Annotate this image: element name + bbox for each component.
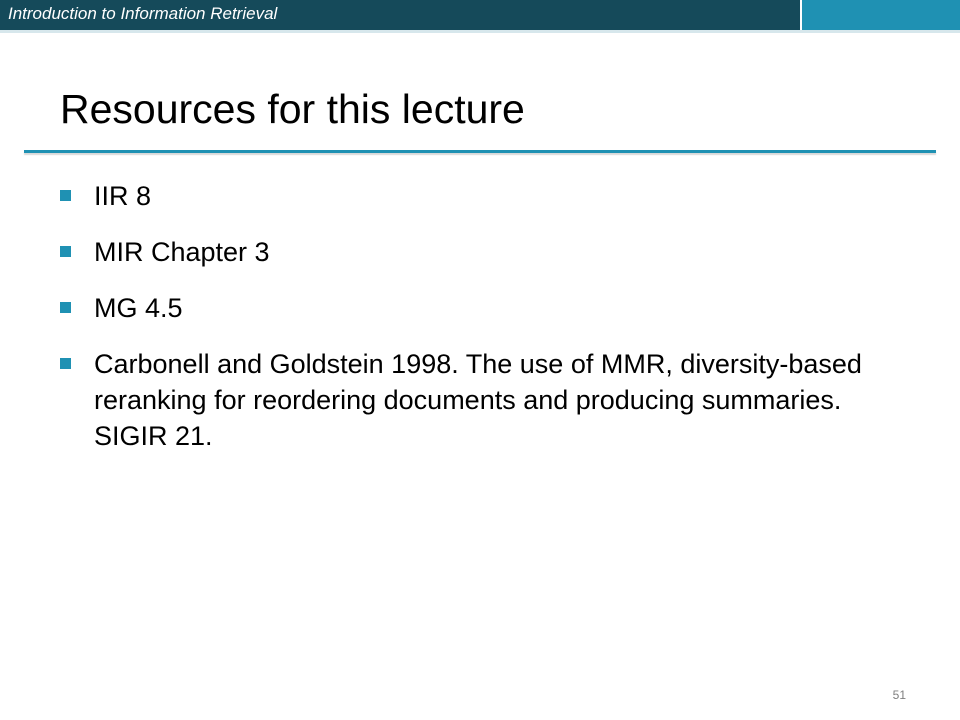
course-title: Introduction to Information Retrieval	[8, 4, 278, 23]
header-band	[0, 0, 960, 30]
page-number: 51	[892, 688, 906, 702]
title-underline	[24, 150, 936, 153]
bullet-list	[60, 178, 880, 474]
header-band-underline	[0, 30, 960, 33]
square-bullet-icon	[60, 302, 71, 313]
bullet-text: MG 4.5	[94, 293, 183, 323]
bullet-text: Carbonell and Goldstein 1998. The use of MMR, diversity-based reranking for reordering documents and producing summaries. SIGIR 21.	[94, 349, 862, 451]
bullet-text: MIR Chapter 3	[94, 237, 270, 267]
bullet-item	[60, 178, 880, 214]
square-bullet-icon	[60, 246, 71, 257]
square-bullet-icon	[60, 358, 71, 369]
header-band-accent	[802, 0, 960, 30]
bullet-item	[60, 290, 880, 326]
bullet-item	[60, 346, 880, 454]
bullet-item	[60, 234, 880, 270]
bullet-text: IIR 8	[94, 181, 152, 211]
square-bullet-icon	[60, 190, 71, 201]
slide-title: Resources for this lecture	[60, 86, 525, 132]
